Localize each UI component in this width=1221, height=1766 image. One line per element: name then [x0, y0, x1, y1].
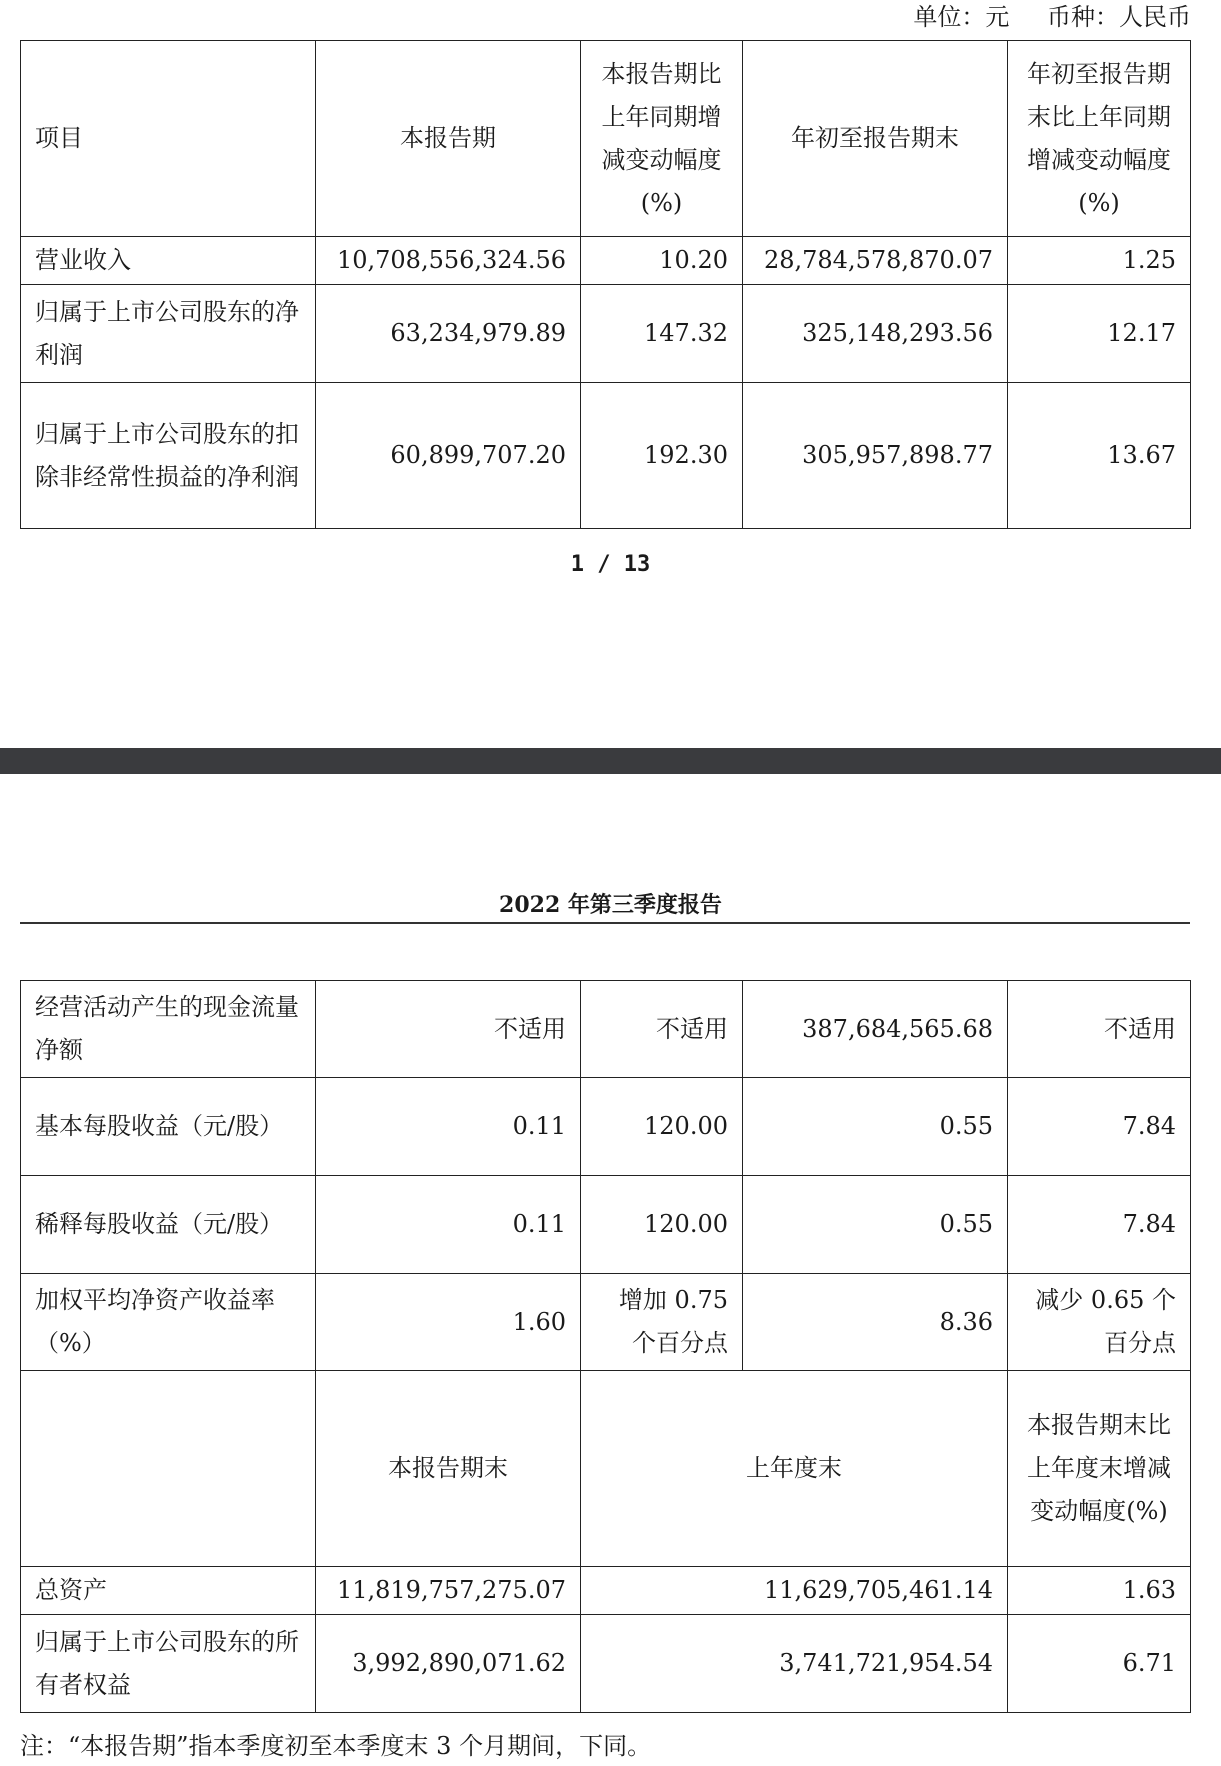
cell-value: 11,819,757,275.07 — [316, 1567, 581, 1615]
header-current-change: 本报告期比上年同期增减变动幅度(%) — [581, 41, 743, 237]
header-current-period: 本报告期 — [316, 41, 581, 237]
cell-value: 63,234,979.89 — [316, 285, 581, 383]
cell-value: 387,684,565.68 — [743, 981, 1008, 1078]
cell-value: 28,784,578,870.07 — [743, 237, 1008, 285]
table-row — [21, 981, 1191, 1078]
cell-value: 7.84 — [1008, 1176, 1191, 1274]
currency-label: 币种：人民币 — [1047, 3, 1191, 31]
cell-value: 8.36 — [743, 1274, 1008, 1371]
subheader-prior-year-end: 上年度末 — [581, 1371, 1008, 1567]
cell-value: 不适用 — [1008, 981, 1191, 1078]
table-header-row — [21, 41, 1191, 237]
cell-value: 60,899,707.20 — [316, 383, 581, 529]
cell-value: 10.20 — [581, 237, 743, 285]
subheader-period-end: 本报告期末 — [316, 1371, 581, 1567]
cell-value: 120.00 — [581, 1176, 743, 1274]
cell-value: 0.11 — [316, 1176, 581, 1274]
row-label: 总资产 — [21, 1567, 316, 1615]
cell-value: 1.63 — [1008, 1567, 1191, 1615]
row-label: 归属于上市公司股东的净利润 — [21, 285, 316, 383]
table-row — [21, 237, 1191, 285]
cell-value: 3,992,890,071.62 — [316, 1615, 581, 1713]
cell-value: 13.67 — [1008, 383, 1191, 529]
page-number: 1 / 13 — [570, 552, 651, 577]
cell-value: 0.55 — [743, 1078, 1008, 1176]
unit-line — [883, 0, 1191, 34]
financial-table-2 — [20, 980, 1191, 1713]
row-label: 归属于上市公司股东的所有者权益 — [21, 1615, 316, 1713]
cell-value: 1.25 — [1008, 237, 1191, 285]
header-divider — [20, 922, 1190, 924]
cell-value: 305,957,898.77 — [743, 383, 1008, 529]
header-ytd-change: 年初至报告期末比上年同期增减变动幅度(%) — [1008, 41, 1191, 237]
row-label: 稀释每股收益（元/股） — [21, 1176, 316, 1274]
cell-value: 6.71 — [1008, 1615, 1191, 1713]
row-label: 营业收入 — [21, 237, 316, 285]
cell-value: 不适用 — [581, 981, 743, 1078]
cell-value: 12.17 — [1008, 285, 1191, 383]
row-label: 归属于上市公司股东的扣除非经常性损益的净利润 — [21, 383, 316, 529]
cell-value: 192.30 — [581, 383, 743, 529]
table-row — [21, 1615, 1191, 1713]
table-subheader-row — [21, 1371, 1191, 1567]
row-label: 加权平均净资产收益率（%） — [21, 1274, 316, 1371]
cell-value: 0.11 — [316, 1078, 581, 1176]
cell-value: 120.00 — [581, 1078, 743, 1176]
cell-value: 7.84 — [1008, 1078, 1191, 1176]
table-row — [21, 285, 1191, 383]
cell-value: 0.55 — [743, 1176, 1008, 1274]
page-break-bar — [0, 748, 1221, 774]
header-ytd: 年初至报告期末 — [743, 41, 1008, 237]
header-item: 项目 — [21, 41, 316, 237]
subheader-change: 本报告期末比上年度末增减变动幅度(%) — [1008, 1371, 1191, 1567]
cell-value: 325,148,293.56 — [743, 285, 1008, 383]
table-row — [21, 1567, 1191, 1615]
unit-label: 单位：元 — [913, 3, 1010, 31]
cell-value: 10,708,556,324.56 — [316, 237, 581, 285]
table-row — [21, 1078, 1191, 1176]
row-label: 经营活动产生的现金流量净额 — [21, 981, 316, 1078]
page-header-title: 2022 年第三季度报告 — [499, 892, 722, 918]
cell-value: 1.60 — [316, 1274, 581, 1371]
row-label: 基本每股收益（元/股） — [21, 1078, 316, 1176]
cell-value: 增加 0.75 个百分点 — [581, 1274, 743, 1371]
table-row — [21, 1274, 1191, 1371]
footnote: 注：“本报告期”指本季度初至本季度末 3 个月期间，下同。 — [20, 1732, 652, 1760]
subheader-blank — [21, 1371, 316, 1567]
cell-value: 11,629,705,461.14 — [581, 1567, 1008, 1615]
cell-value: 3,741,721,954.54 — [581, 1615, 1008, 1713]
cell-value: 不适用 — [316, 981, 581, 1078]
table-row — [21, 383, 1191, 529]
cell-value: 147.32 — [581, 285, 743, 383]
financial-table-1 — [20, 40, 1191, 529]
cell-value: 减少 0.65 个百分点 — [1008, 1274, 1191, 1371]
table-row — [21, 1176, 1191, 1274]
